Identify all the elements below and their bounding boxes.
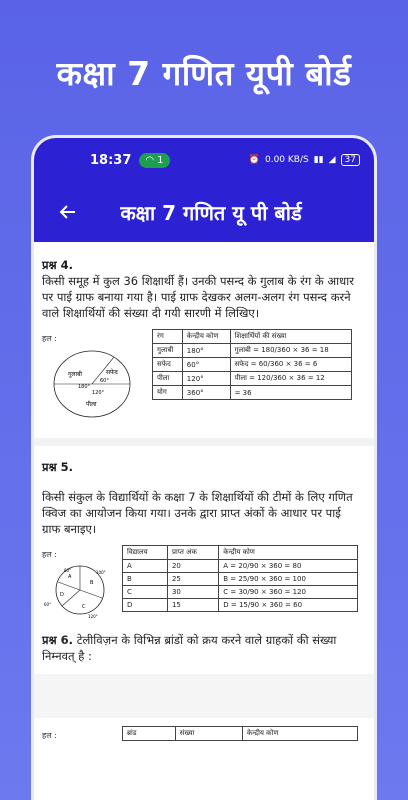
table-q4 (152, 329, 352, 400)
pie-angle: 60° (44, 602, 52, 607)
solution-label: हल : (42, 334, 57, 343)
question-4-heading: प्रश्न 4. (42, 258, 74, 272)
divider (34, 674, 374, 718)
question-5-figure (42, 545, 360, 624)
question-4-text: किसी समूह में कुल 36 शिक्षार्थी हैं। उनकी पसन्द के गुलाब के रंग के आधार पर पाई ग्राफ बनाया गया है। पाई ग्राफ देखकर अलग-अलग रंग पसन्द करने वाले शिक्षार्थियों की संख्या दी गयी सारणी में लिखिए। (42, 274, 354, 320)
table-row: सफेद 60° सफेद = 60/360 × 36 = 6 (153, 358, 352, 372)
pie-angle: 60° (100, 378, 109, 384)
table-row: D 15 D = 15/90 × 360 = 60 (123, 599, 358, 612)
table-row: गुलाबी 180° गुलाबी = 180/360 × 36 = 18 (153, 344, 352, 358)
table-row: C 30 C = 30/90 × 360 = 120 (123, 586, 358, 599)
question-4-figure (42, 329, 360, 428)
question-5-heading: प्रश्न 5. (42, 460, 74, 474)
table-row: B 25 B = 25/90 × 360 = 100 (123, 573, 358, 586)
pie-label: B (90, 580, 94, 586)
app-bar (34, 182, 374, 242)
pie-label: A (68, 574, 72, 580)
status-time: 18:37 (90, 152, 132, 168)
divider (34, 438, 374, 446)
table-q5 (122, 545, 358, 612)
pie-label: D (60, 592, 64, 598)
question-6-figure (42, 726, 360, 741)
table-row: A 20 A = 20/90 × 360 = 80 (123, 560, 358, 573)
pie-chart-q4 (42, 344, 142, 424)
question-5-text: किसी संकुल के विद्यार्थियों के कक्षा 7 के शिक्षार्थियों की टीमों के लिए गणित क्विज का आयोजन किया गया। उनके द्वारा प्राप्त अंकों के आधार पर पाई ग्राफ बनाइए। (42, 490, 353, 536)
wifi-icon: ◢ (328, 155, 336, 165)
table-header: शिक्षार्थियों की संख्या (230, 330, 351, 344)
table-header: विद्यालय (123, 546, 168, 560)
pie-angle: 120° (88, 614, 98, 619)
pie-label: गुलाबी (68, 371, 82, 378)
phone-frame (34, 138, 374, 800)
pie-label: पीला (86, 401, 97, 408)
table-header: ब्रांड (123, 727, 176, 741)
solution-label: हल : (42, 731, 57, 740)
table-header: प्राप्त अंक (167, 546, 218, 560)
status-icons (249, 154, 360, 166)
promo-title: कक्षा 7 गणित यूपी बोर्ड (56, 54, 352, 93)
alarm-icon: ⏰ (248, 155, 260, 165)
lte-icon: ▮▮ (313, 155, 324, 165)
table-header: केन्द्रीय कोण (242, 727, 357, 741)
question-6-text: टेलीविज़न के विभिन्न ब्रांडों को क्रय करने वाले ग्राहकों की संख्या निम्नवत् है : (42, 633, 337, 663)
question-6-heading: प्रश्न 6. (42, 633, 74, 647)
table-q6 (122, 726, 358, 741)
question-6 (42, 632, 360, 664)
table-header: संख्या (175, 727, 242, 741)
pie-chart-q5 (42, 560, 118, 620)
pie-label: C (82, 604, 86, 610)
app-title: कक्षा 7 गणित यू पी बोर्ड (120, 200, 302, 225)
table-row: योग 360° = 36 (153, 386, 352, 400)
table-header: रंग (153, 330, 183, 344)
signal-icon: ◠ (145, 154, 155, 166)
battery-icon: 37 (341, 154, 360, 166)
table-header: केन्द्रीय कोण (182, 330, 230, 344)
pie-label: सफेद (106, 369, 118, 376)
pie-angle: 180° (78, 384, 91, 390)
document-content (34, 242, 374, 741)
table-row: पीला 120° पीला = 120/360 × 36 = 12 (153, 372, 352, 386)
back-arrow-icon[interactable] (46, 190, 90, 234)
call-pill: ◠ 1 (139, 153, 169, 168)
pie-angle: 80° (64, 568, 72, 573)
solution-label: हल : (42, 550, 57, 559)
table-header: केन्द्रीय कोण (219, 546, 358, 560)
status-bar (34, 138, 374, 182)
pie-angle: 120° (92, 390, 105, 396)
network-speed: 0.00 KB/S (264, 155, 309, 165)
pie-angle: 100° (96, 570, 106, 575)
